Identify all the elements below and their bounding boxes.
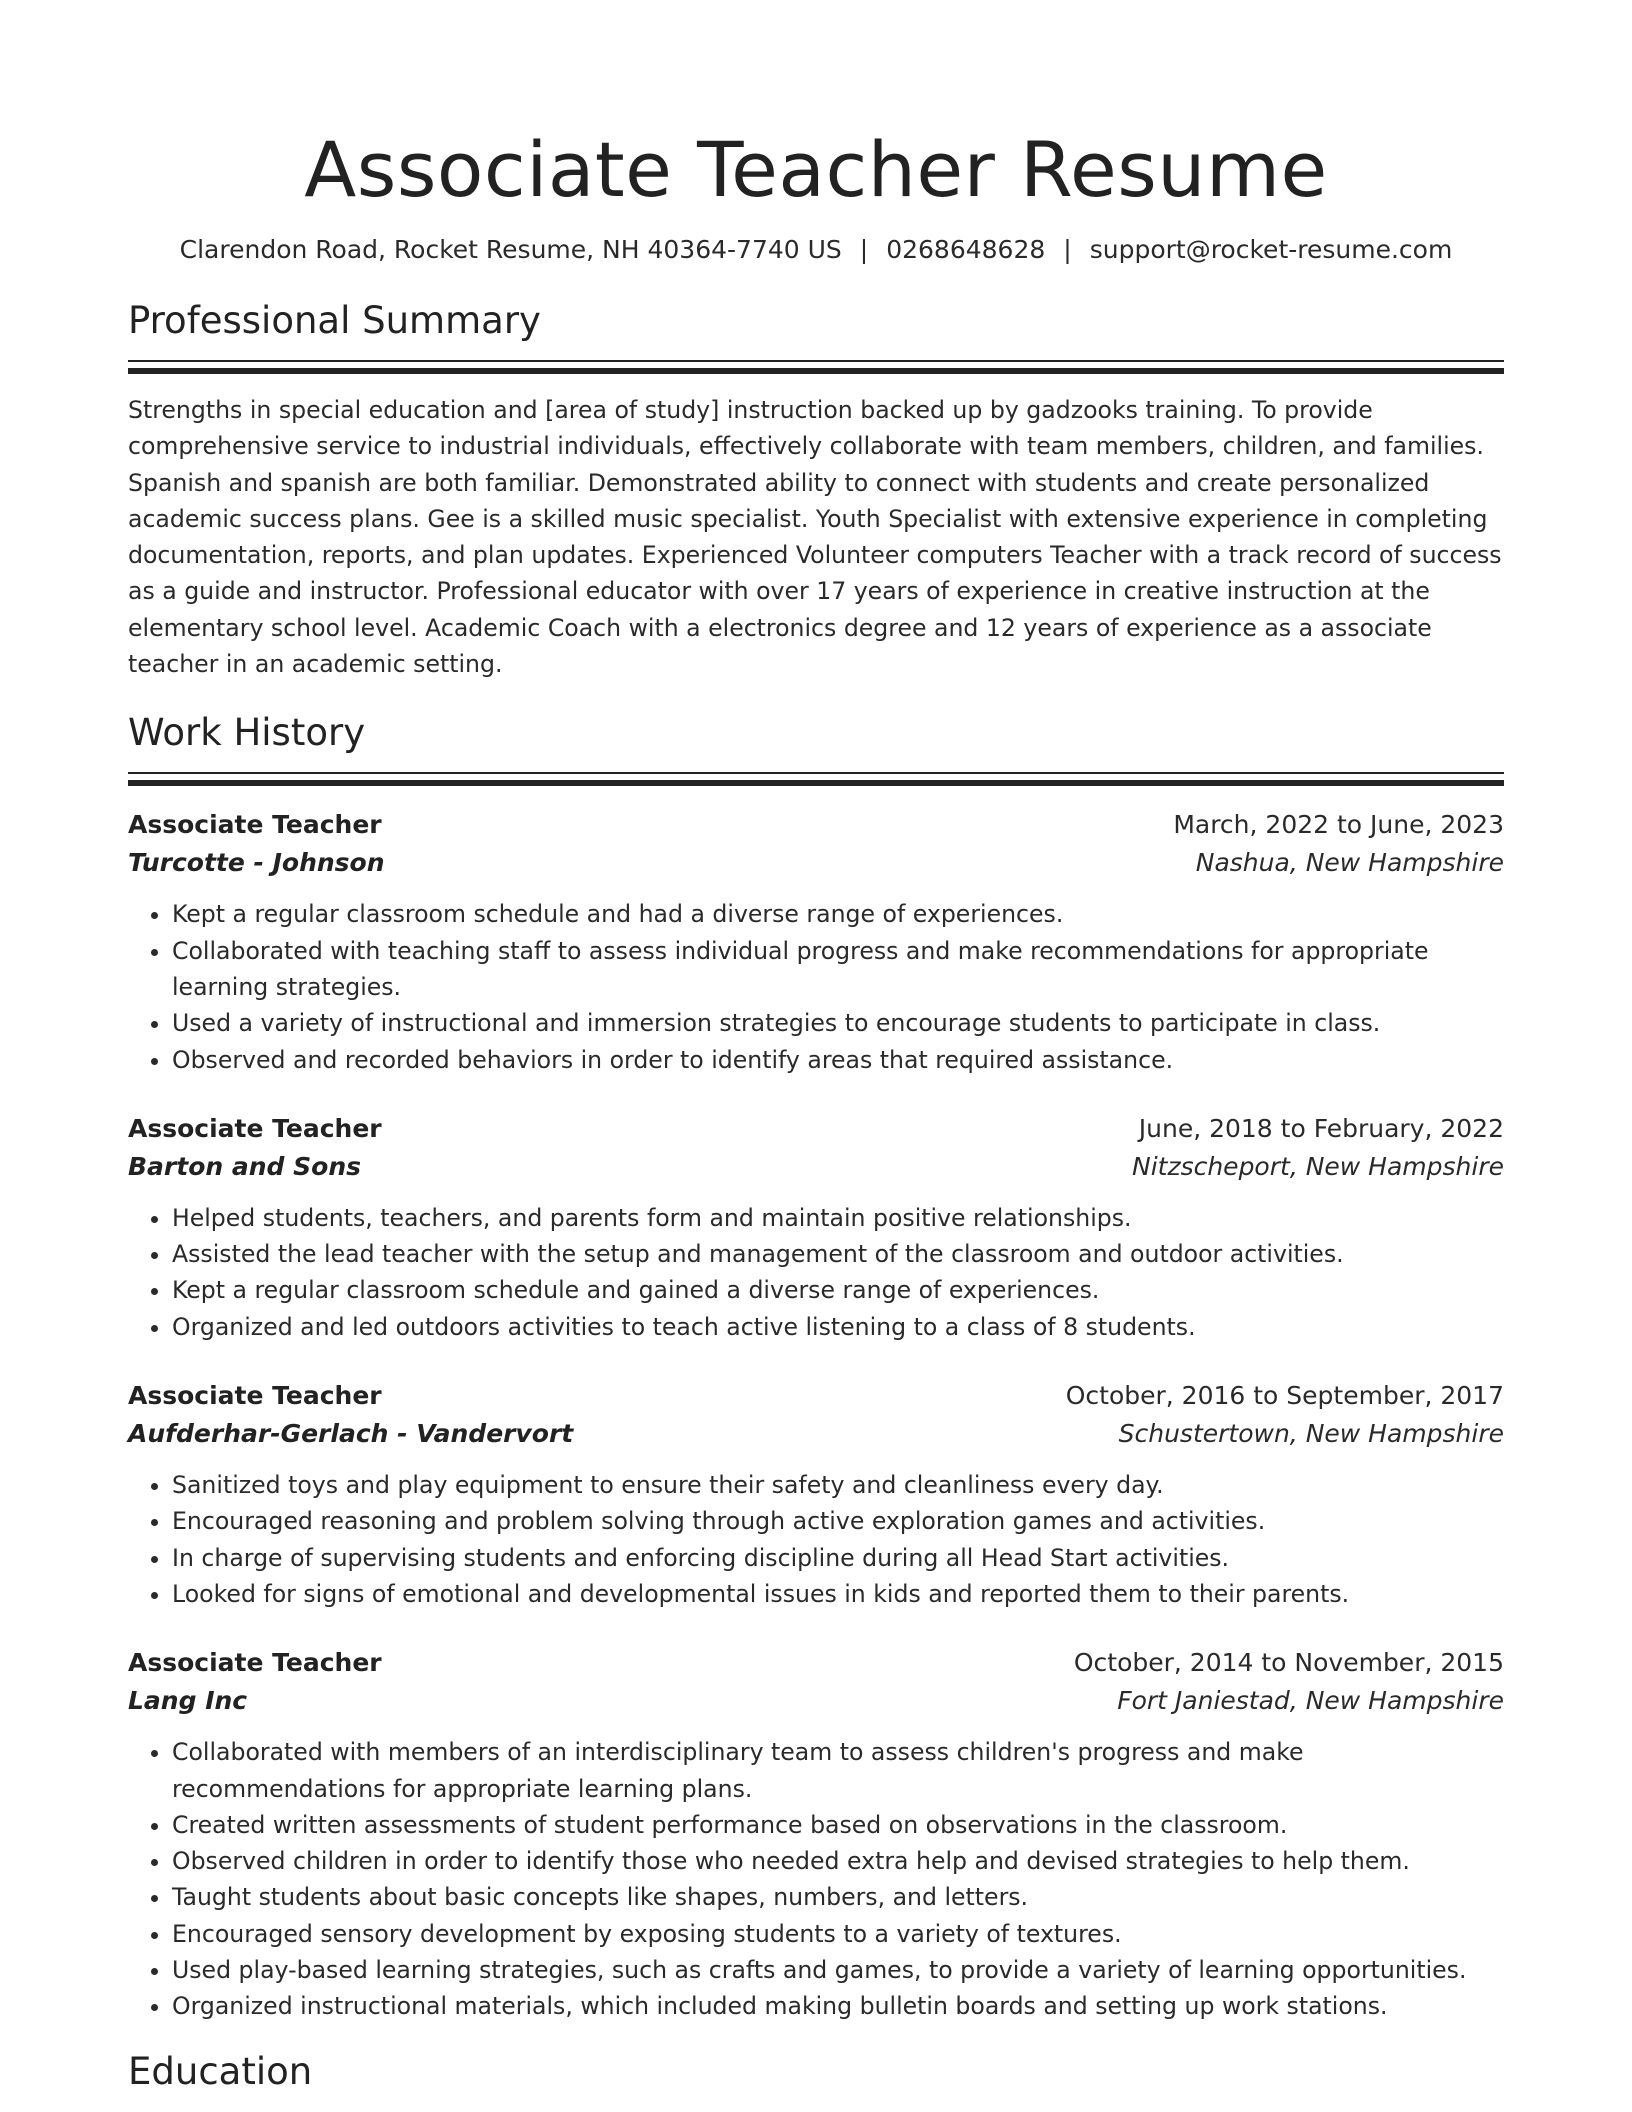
job-company: Lang Inc	[128, 1686, 248, 1716]
job-title: Associate Teacher	[128, 1381, 382, 1411]
job-dates: October, 2014 to November, 2015	[1073, 1648, 1504, 1678]
list-item: • Used play-based learning strategies, such as crafts and games, to provide a variety of learning opportunities.	[172, 1952, 1504, 1988]
job-title: Associate Teacher	[128, 1648, 382, 1678]
list-item: • Collaborated with teaching staff to assess individual progress and make recommendations for appropriate learning strategies.	[172, 933, 1504, 1006]
summary-text: Strengths in special education and [area of study] instruction backed up by gadzooks training. To provide comprehensive service to industrial individuals, effectively collaborate with team members, children, and families. Spanish and spanish are both familiar. Demonstrated ability to connect with students and create personalized academic success plans. Gee is a skilled music specialist. Youth Specialist with extensive experience in completing documentation, reports, and plan updates. Experienced Volunteer computers Teacher with a track record of success as a guide and instructor. Professional educator with over 17 years of experience in creative instruction at the elementary school level. Academic Coach with a electronics degree and 12 years of experience as a associate teacher in an academic setting.	[128, 396, 1502, 679]
job-dates: March, 2022 to June, 2023	[1173, 810, 1504, 840]
job-entry	[128, 1110, 1504, 1345]
job-duties	[128, 1734, 1504, 2024]
resume-page	[128, 0, 1504, 2095]
list-item: • Organized and led outdoors activities to teach active listening to a class of 8 students.	[172, 1309, 1504, 1345]
job-location: Nitzscheport, New Hampshire	[1132, 1151, 1504, 1181]
list-item: • Collaborated with members of an interdisciplinary team to assess children's progress and make recommendations for appropriate learning plans.	[172, 1734, 1504, 1807]
job-company: Barton and Sons	[128, 1151, 362, 1181]
contact-line	[128, 234, 1504, 266]
job-dates: October, 2016 to September, 2017	[1065, 1381, 1504, 1411]
contact-address: Clarendon Road, Rocket Resume, NH 40364-7740 US	[179, 235, 842, 264]
list-item: • Organized instructional materials, which included making bulletin boards and setting up work stations.	[172, 1988, 1504, 2024]
page-title: Associate Teacher Resume	[304, 125, 1328, 214]
job-entry	[128, 1377, 1504, 1612]
list-item: • Created written assessments of student performance based on observations in the classroom.	[172, 1807, 1504, 1843]
job-location: Nashua, New Hampshire	[1195, 848, 1504, 878]
section-heading-education: Education	[128, 2049, 313, 2093]
job-company: Aufderhar-Gerlach - Vandervort	[128, 1419, 574, 1449]
list-item: • Used a variety of instructional and immersion strategies to encourage students to participate in class.	[172, 1005, 1504, 1041]
job-dates: June, 2018 to February, 2022	[1138, 1113, 1504, 1143]
section-divider-thick	[128, 780, 1504, 786]
job-title: Associate Teacher	[128, 810, 382, 840]
work-history-section	[128, 710, 1504, 2024]
list-item: • Kept a regular classroom schedule and had a diverse range of experiences.	[172, 896, 1504, 932]
list-item: • Observed and recorded behaviors in order to identify areas that required assistance.	[172, 1042, 1504, 1078]
job-duties	[128, 1467, 1504, 1612]
job-entry	[128, 1644, 1504, 2024]
contact-phone: 0268648628	[886, 235, 1046, 264]
list-item: • Encouraged sensory development by exposing students to a variety of textures.	[172, 1916, 1504, 1952]
job-title: Associate Teacher	[128, 1113, 382, 1143]
list-item: • Encouraged reasoning and problem solving through active exploration games and activities.	[172, 1503, 1504, 1539]
list-item: • Assisted the lead teacher with the setup and management of the classroom and outdoor activities.	[172, 1236, 1504, 1272]
list-item: • Taught students about basic concepts like shapes, numbers, and letters.	[172, 1879, 1504, 1915]
section-divider-thick	[128, 368, 1504, 374]
job-duties	[128, 1200, 1504, 1345]
section-divider	[128, 772, 1504, 774]
list-item: • Observed children in order to identify those who needed extra help and devised strategies to help them.	[172, 1843, 1504, 1879]
job-duties	[128, 896, 1504, 1077]
section-heading-work: Work History	[128, 711, 366, 755]
education-section	[128, 2049, 1504, 2095]
contact-separator: |	[859, 235, 869, 264]
section-heading-summary: Professional Summary	[128, 299, 541, 342]
list-item: • Sanitized toys and play equipment to ensure their safety and cleanliness every day.	[172, 1467, 1504, 1503]
contact-email: support@rocket-resume.com	[1089, 235, 1453, 264]
job-location: Schustertown, New Hampshire	[1118, 1419, 1504, 1449]
professional-summary-section	[128, 298, 1504, 682]
contact-separator: |	[1063, 235, 1072, 264]
job-location: Fort Janiestad, New Hampshire	[1117, 1686, 1504, 1716]
job-entry	[128, 806, 1504, 1077]
job-company: Turcotte - Johnson	[128, 848, 385, 878]
section-divider	[128, 360, 1504, 362]
list-item: • In charge of supervising students and enforcing discipline during all Head Start activities.	[172, 1540, 1504, 1576]
list-item: • Helped students, teachers, and parents form and maintain positive relationships.	[172, 1200, 1504, 1236]
list-item: • Looked for signs of emotional and developmental issues in kids and reported them to their parents.	[172, 1576, 1504, 1612]
list-item: • Kept a regular classroom schedule and gained a diverse range of experiences.	[172, 1272, 1504, 1308]
